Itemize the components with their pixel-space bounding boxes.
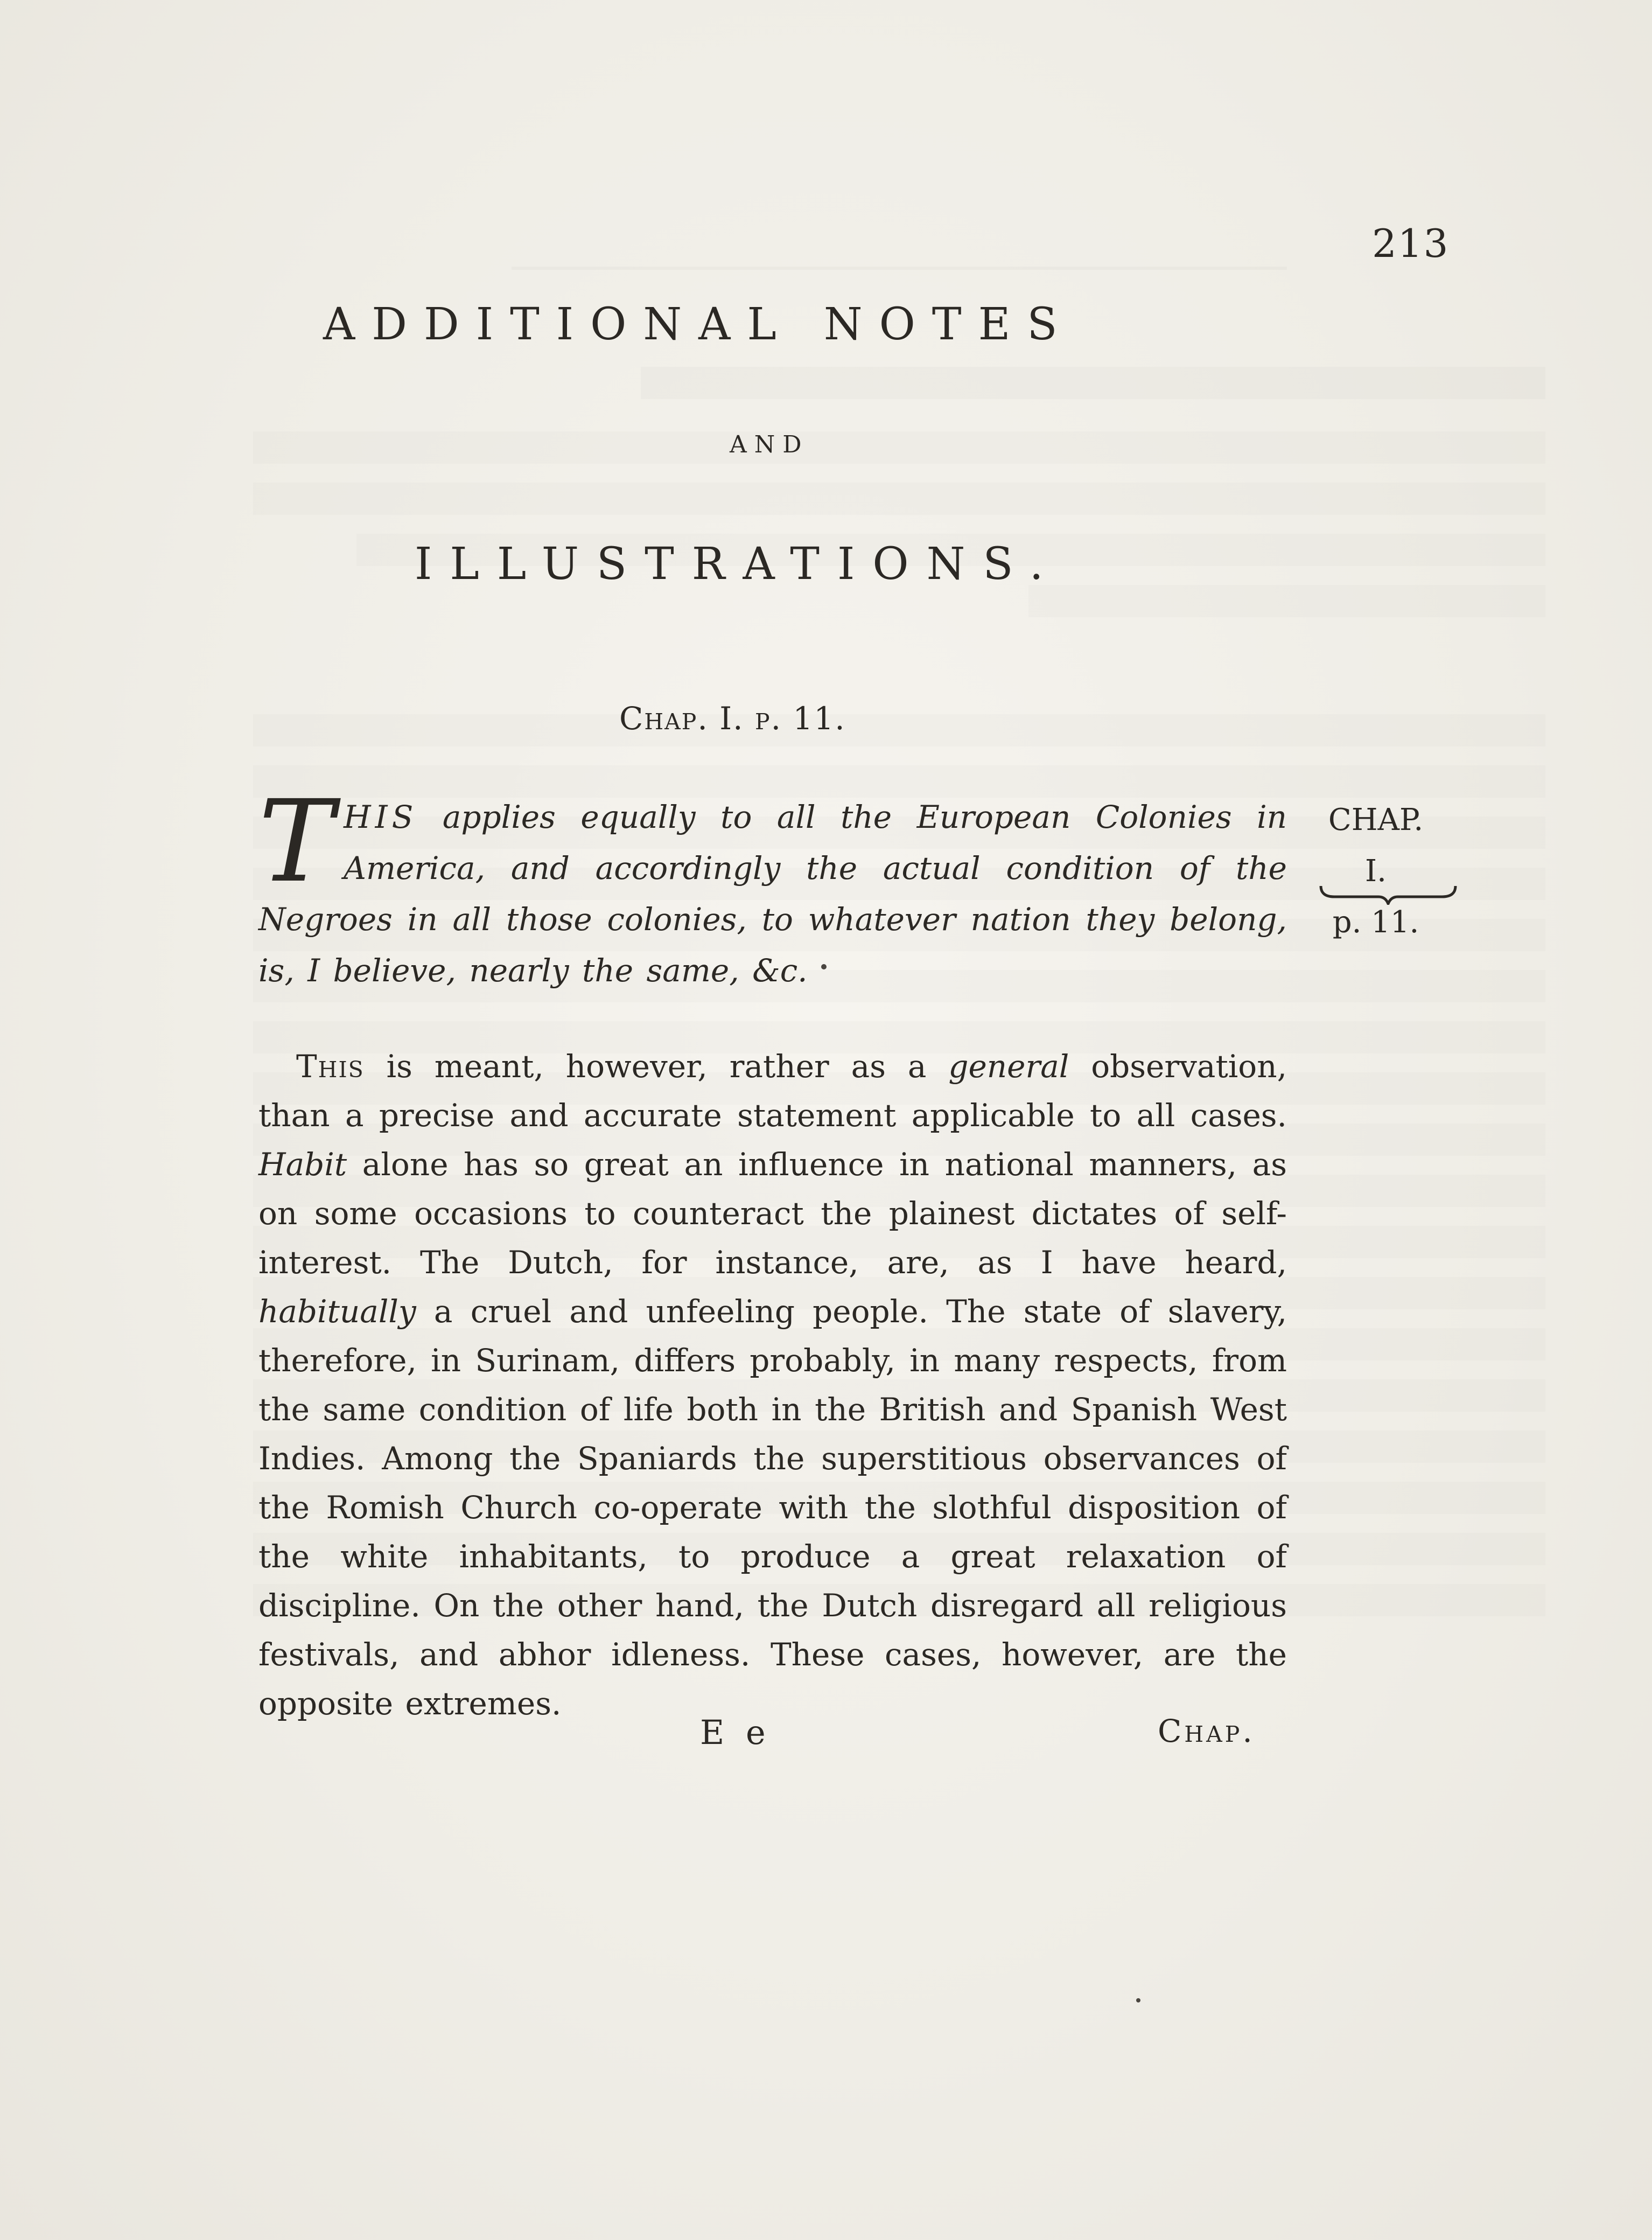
quote-text: applies equally to all the European Colonies in America, and accordingly the actual condition of the Negroes in all those colonies, to whatever nation they belong, is, I believe, nearly the same, &c. [258, 799, 1287, 989]
chapter-heading: Chap. I. p. 11. [619, 700, 846, 737]
body-text-segment: is meant, however, rather as a [386, 1048, 927, 1085]
body-text-segment: observation, than a precise and accurate statement applicable to all cases. [258, 1048, 1287, 1134]
catchword: Chap. [1158, 1713, 1255, 1749]
title-line-1: ADDITIONAL NOTES [323, 299, 1074, 350]
body-text-segment: a cruel and unfeeling people. The state of slavery, therefore, in Surinam, differs probably, in many respects, from the same condition of life both in the British and Spanish West Indies. Among the Spaniards the superstitious observances of the Romish Church co-operate with the slothful disposition of the white inhabitants, to produce a great relaxation of discipline. On the other hand, the Dutch disregard all religious festivals, and abhor idleness. These cases, however, are the opposite extremes. [258, 1293, 1287, 1722]
title-line-2: ILLUSTRATIONS. [415, 539, 1061, 590]
quoted-passage [258, 776, 1287, 996]
body-emphasis: habitually [258, 1293, 416, 1330]
margin-note [1317, 794, 1435, 948]
body-lead-word: This [296, 1048, 365, 1085]
ink-speck [1136, 1998, 1140, 2002]
body-emphasis: general [948, 1048, 1069, 1085]
margin-note-chapter: CHAP. I. [1328, 803, 1424, 889]
page-number: 213 [1372, 221, 1450, 266]
body-text-segment: alone has so great an influence in national manners, as on some occasions to counteract the plainest dictates of self-interest. The Dutch, for instance, are, as I have heard, [258, 1146, 1287, 1281]
drop-cap: T [258, 776, 334, 908]
margin-note-page: p. 11. [1332, 905, 1419, 940]
title-connector: AND [730, 431, 809, 458]
brace-icon [1318, 883, 1458, 905]
quote-lead-word: HIS [344, 799, 418, 835]
signature-mark: E e [700, 1713, 771, 1752]
body-paragraph [258, 1042, 1287, 1728]
body-emphasis: Habit [258, 1146, 347, 1183]
ink-speck [821, 964, 827, 969]
